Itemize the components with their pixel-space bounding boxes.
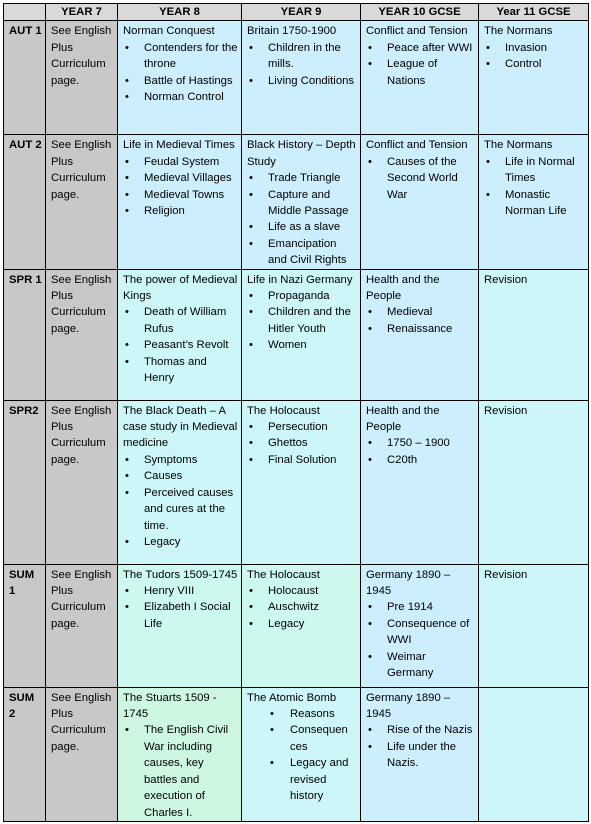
- topic-heading: The Black Death – A case study in Medieval medicine: [123, 404, 238, 450]
- year9-cell: [242, 687, 361, 821]
- topic-item: • Life under the Nazis.: [366, 739, 475, 772]
- topic-item: • Medieval Towns: [123, 187, 238, 203]
- term-label: SUM 1: [4, 564, 46, 687]
- topic-heading: Revision: [484, 273, 528, 286]
- topic-item: • Henry VIII: [123, 583, 238, 599]
- year10-cell: [361, 687, 479, 821]
- year7-cell: See English Plus Curriculum page.: [46, 269, 118, 400]
- topic-heading: Britain 1750-1900: [247, 25, 337, 38]
- year11-cell: [479, 400, 589, 564]
- header-year11: Year 11 GCSE: [479, 4, 589, 21]
- topic-list: [366, 435, 475, 468]
- topic-item: • Consequen ces: [247, 722, 357, 755]
- year8-cell: [118, 269, 242, 400]
- topic-item: • Rise of the Nazis: [366, 722, 475, 738]
- topic-heading: Revision: [484, 404, 528, 417]
- topic-item: • Medieval: [366, 304, 475, 320]
- topic-item: • Life in Normal Times: [484, 154, 585, 187]
- year9-cell: [242, 564, 361, 687]
- topic-list: [123, 304, 238, 386]
- header-row: [4, 4, 589, 21]
- table-row: [4, 21, 589, 135]
- topic-item: • Trade Triangle: [247, 170, 357, 186]
- topic-item: • Emancipation and Civil Rights: [247, 236, 357, 269]
- topic-item: • Legacy: [123, 534, 238, 550]
- term-label: SUM 2: [4, 687, 46, 821]
- topic-item: • Monastic Norman Life: [484, 187, 585, 220]
- topic-list: [366, 722, 475, 771]
- topic-item: • Women: [247, 337, 357, 353]
- topic-list: [366, 304, 475, 337]
- topic-item: • Battle of Hastings: [123, 73, 238, 89]
- topic-heading: The Stuarts 1509 - 1745: [123, 691, 217, 721]
- topic-item: • Elizabeth I Social Life: [123, 599, 238, 632]
- topic-item: • Capture and Middle Passage: [247, 187, 357, 220]
- term-label: AUT 2: [4, 135, 46, 269]
- topic-item: • The English Civil War including causes, key battles and execution of Charles I.: [123, 722, 238, 820]
- year11-cell: [479, 687, 589, 821]
- topic-heading: The Holocaust: [247, 404, 320, 417]
- topic-item: • Feudal System: [123, 154, 238, 170]
- topic-heading: Life in Medieval Times: [123, 139, 235, 152]
- term-label: SPR 1: [4, 269, 46, 400]
- topic-item: • Control: [484, 56, 585, 72]
- topic-heading: The Tudors 1509-1745: [123, 568, 238, 581]
- topic-item: • Weimar Germany: [366, 649, 475, 682]
- topic-item: • Medieval Villages: [123, 170, 238, 186]
- topic-item: • Consequence of WWI: [366, 616, 475, 649]
- topic-list: [123, 40, 238, 106]
- header-year7: YEAR 7: [46, 4, 118, 21]
- topic-item: • Thomas and Henry: [123, 354, 238, 387]
- topic-item: • Symptoms: [123, 452, 238, 468]
- topic-heading: Conflict and Tension: [366, 139, 468, 152]
- table-row: [4, 269, 589, 400]
- table-row: [4, 687, 589, 821]
- year7-cell: See English Plus Curriculum page.: [46, 400, 118, 564]
- year11-cell: [479, 21, 589, 135]
- topic-list: [247, 170, 357, 268]
- year8-cell: [118, 564, 242, 687]
- year8-cell: [118, 21, 242, 135]
- year9-cell: [242, 400, 361, 564]
- topic-item: • Life as a slave: [247, 219, 357, 235]
- topic-list: [123, 583, 238, 632]
- header-term: [4, 4, 46, 21]
- topic-list: [366, 40, 475, 89]
- year9-cell: [242, 21, 361, 135]
- topic-heading: Health and the People: [366, 273, 440, 303]
- topic-item: • Persecution: [247, 419, 357, 435]
- topic-heading: Conflict and Tension: [366, 25, 468, 38]
- topic-item: • Living Conditions: [247, 73, 357, 89]
- topic-heading: Germany 1890 – 1945: [366, 568, 451, 598]
- topic-item: • Final Solution: [247, 452, 357, 468]
- topic-list: [366, 599, 475, 681]
- year10-cell: [361, 135, 479, 269]
- term-label: SPR2: [4, 400, 46, 564]
- topic-item: • Holocaust: [247, 583, 357, 599]
- topic-item: • Invasion: [484, 40, 585, 56]
- topic-heading: Life in Nazi Germany: [247, 273, 353, 286]
- year10-cell: [361, 400, 479, 564]
- topic-list: [123, 722, 238, 820]
- year11-cell: [479, 135, 589, 269]
- topic-item: • League of Nations: [366, 56, 475, 89]
- topic-heading: Health and the People: [366, 404, 440, 434]
- topic-list: [366, 154, 475, 203]
- topic-list: [247, 706, 357, 804]
- topic-list: [247, 419, 357, 468]
- year9-cell: [242, 135, 361, 269]
- topic-heading: Revision: [484, 568, 528, 581]
- year11-cell: [479, 269, 589, 400]
- topic-item: • Peace after WWI: [366, 40, 475, 56]
- topic-heading: The Normans: [484, 25, 553, 38]
- topic-heading: The Atomic Bomb: [247, 691, 337, 704]
- topic-item: • Auschwitz: [247, 599, 357, 615]
- year10-cell: [361, 269, 479, 400]
- year7-cell: See English Plus Curriculum page.: [46, 21, 118, 135]
- header-year10: YEAR 10 GCSE: [361, 4, 479, 21]
- topic-heading: Germany 1890 – 1945: [366, 691, 451, 721]
- topic-list: [123, 154, 238, 220]
- year11-cell: [479, 564, 589, 687]
- topic-item: • Legacy and revised history: [247, 755, 357, 804]
- topic-item: • Causes of the Second World War: [366, 154, 475, 203]
- curriculum-table: [3, 3, 589, 822]
- topic-heading: Norman Conquest: [123, 25, 215, 38]
- topic-list: [247, 288, 357, 354]
- topic-item: • Peasant’s Revolt: [123, 337, 238, 353]
- year7-cell: See English Plus Curriculum page.: [46, 564, 118, 687]
- topic-list: [247, 40, 357, 89]
- year8-cell: [118, 135, 242, 269]
- year10-cell: [361, 21, 479, 135]
- header-year8: YEAR 8: [118, 4, 242, 21]
- year8-cell: [118, 687, 242, 821]
- topic-item: • Ghettos: [247, 435, 357, 451]
- table-row: [4, 135, 589, 269]
- topic-heading: The power of Medieval Kings: [123, 273, 238, 303]
- topic-item: • Children and the Hitler Youth: [247, 304, 357, 337]
- table-row: [4, 564, 589, 687]
- topic-item: • Perceived causes and cures at the time.: [123, 485, 238, 534]
- topic-list: [484, 40, 585, 73]
- year10-cell: [361, 564, 479, 687]
- topic-list: [247, 583, 357, 632]
- year8-cell: [118, 400, 242, 564]
- header-year9: YEAR 9: [242, 4, 361, 21]
- topic-item: • Causes: [123, 468, 238, 484]
- topic-heading: Black History – Depth Study: [247, 139, 356, 168]
- term-label: AUT 1: [4, 21, 46, 135]
- topic-heading: The Normans: [484, 139, 553, 152]
- topic-item: • C20th: [366, 452, 475, 468]
- topic-item: • Contenders for the throne: [123, 40, 238, 73]
- topic-item: • Death of William Rufus: [123, 304, 238, 337]
- topic-heading: The Holocaust: [247, 568, 320, 581]
- topic-item: • Legacy: [247, 616, 357, 632]
- topic-list: [123, 452, 238, 550]
- topic-item: • Propaganda: [247, 288, 357, 304]
- topic-item: • 1750 – 1900: [366, 435, 475, 451]
- topic-item: • Pre 1914: [366, 599, 475, 615]
- topic-list: [484, 154, 585, 220]
- year9-cell: [242, 269, 361, 400]
- table-row: [4, 400, 589, 564]
- topic-item: • Children in the mills.: [247, 40, 357, 73]
- topic-item: • Reasons: [247, 706, 357, 722]
- topic-item: • Norman Control: [123, 89, 238, 105]
- year7-cell: See English Plus Curriculum page.: [46, 135, 118, 269]
- topic-item: • Renaissance: [366, 321, 475, 337]
- topic-item: • Religion: [123, 203, 238, 219]
- year7-cell: See English Plus Curriculum page.: [46, 687, 118, 821]
